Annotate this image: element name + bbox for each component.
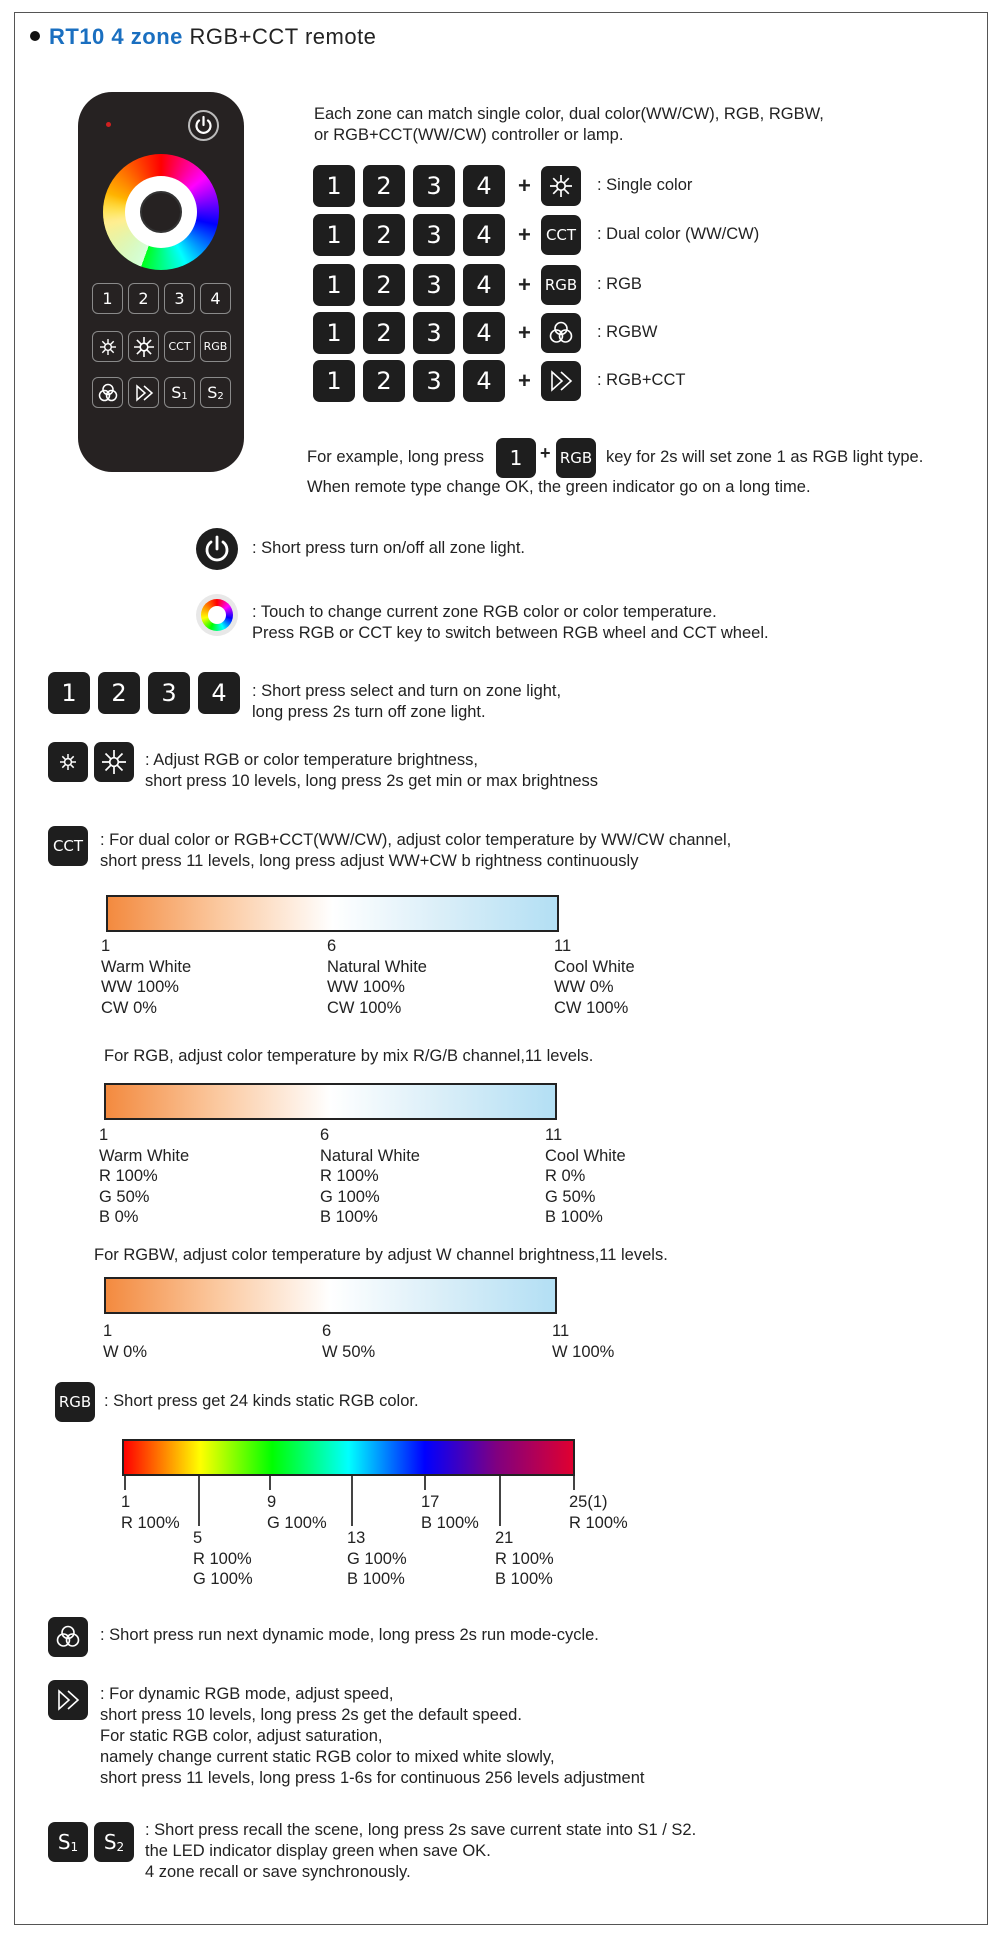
type-row-5-type-key [541, 361, 581, 401]
type-row-4-type-key [541, 313, 581, 353]
rgbw-circles-icon [97, 382, 119, 404]
cct-desc-2: short press 11 levels, long press adjust WW+CW b rightness continuously [100, 852, 639, 870]
cct1-label-2-line-3: WW 100% [327, 978, 405, 996]
wheel-desc-2: Press RGB or CCT key to switch between RGB wheel and CCT wheel. [252, 624, 769, 642]
type-row-4-zone-key-3: 3 [413, 312, 455, 354]
s2-key: S 2 [94, 1822, 134, 1862]
speed-key [48, 1680, 88, 1720]
sun-icon [548, 173, 574, 199]
remote-s1-key[interactable]: S 1 [164, 377, 195, 408]
rgb-top-label-3-line-1: 17 [421, 1493, 440, 1511]
cct3-label-3-line-2: W 100% [552, 1342, 615, 1361]
cct1-label-3-line-2: Cool White [554, 957, 635, 976]
cct2-label-1-line-5: B 0% [99, 1208, 139, 1226]
type-row-2-type-key: CCT [541, 215, 581, 255]
rgb-tick-top-2 [269, 1476, 271, 1490]
cct1-label-2-line-4: CW 100% [327, 998, 402, 1017]
model-name: RT10 4 zone [49, 24, 183, 49]
type-row-4-label: : RGBW [597, 323, 658, 341]
type-row-3-type-key: RGB [541, 265, 581, 305]
type-row-1-zone-key-3: 3 [413, 165, 455, 207]
speed-desc-4: namely change current static RGB color to mixed white slowly, [100, 1748, 555, 1766]
cct2-label-2-line-4: G 100% [320, 1187, 380, 1206]
rgb-bottom-label-3-line-3: B 100% [495, 1570, 553, 1588]
cct3-label-3-line-1: 11 [552, 1322, 570, 1340]
cct1-label-2-line-2: Natural White [327, 957, 427, 976]
cct2-label-2-line-5: B 100% [320, 1208, 378, 1226]
power-desc: : Short press turn on/off all zone light. [252, 539, 526, 557]
cct2-label-2-line-1: 6 [320, 1126, 330, 1144]
remote-illustration [78, 92, 244, 472]
color-wheel-icon [196, 594, 238, 636]
cct2-label-1-line-2: Warm White [99, 1146, 190, 1165]
cct1-label-1-line-3: WW 100% [101, 978, 179, 996]
brightness-down-key [48, 742, 88, 782]
mode-desc: : Short press run next dynamic mode, long press 2s run mode-cycle. [100, 1626, 599, 1644]
bright-desc-1: : Adjust RGB or color temperature brightness, [145, 751, 478, 769]
zone-desc-1: : Short press select and turn on zone light, [252, 682, 562, 700]
type-row-1-zone-key-2: 2 [363, 165, 405, 207]
rgb-tick-top-3 [424, 1476, 426, 1490]
remote-s2-key[interactable]: S 2 [200, 377, 231, 408]
rgb-tick-bottom-2 [351, 1476, 353, 1526]
rgbw-circles-icon [547, 319, 575, 347]
cct2-label-2-line-3: R 100% [320, 1167, 379, 1185]
rgb-spectrum-bar [122, 1439, 575, 1476]
cct1-label-1-line-2: Warm White [101, 957, 192, 976]
rgb-top-label-4-line-2: R 100% [569, 1513, 628, 1532]
cct-gradient-bar-2 [104, 1083, 557, 1120]
remote-brightness-down-key[interactable] [92, 331, 123, 362]
rgbw-circles-icon [54, 1623, 82, 1651]
cct3-label-1-line-2: W 0% [103, 1342, 148, 1361]
zone-key-3: 3 [148, 672, 190, 714]
example-post: key for 2s will set zone 1 as RGB light type. [606, 448, 924, 466]
zone-key-2: 2 [98, 672, 140, 714]
cct1-label-1-line-1: 1 [101, 937, 111, 955]
example-key-rgb: RGB [556, 438, 596, 478]
cct2-label-3-line-3: R 0% [545, 1167, 586, 1185]
indicator-led [106, 122, 111, 127]
cct2-label-3-line-5: B 100% [545, 1208, 603, 1226]
cct-desc-1: : For dual color or RGB+CCT(WW/CW), adjust color temperature by WW/CW channel, [100, 831, 732, 849]
type-row-3-plus: + [518, 272, 531, 297]
type-row-3-zone-key-3: 3 [413, 264, 455, 306]
cct2-label-3-line-1: 11 [545, 1126, 563, 1144]
example-pre: For example, long press [307, 448, 484, 466]
zone-desc-2: long press 2s turn off zone light. [252, 703, 486, 721]
type-row-5-zone-key-2: 2 [363, 360, 405, 402]
rgb-bottom-label-1-line-3: G 100% [193, 1570, 253, 1588]
remote-key-4[interactable]: 4 [200, 283, 231, 314]
remote-key-2[interactable]: 2 [128, 283, 159, 314]
play-speed-icon [133, 382, 155, 404]
intro-line-1: Each zone can match single color, dual color(WW/CW), RGB, RGBW, [314, 105, 824, 123]
wheel-desc-1: : Touch to change current zone RGB color or color temperature. [252, 603, 717, 621]
cct3-label-2-line-1: 6 [322, 1322, 332, 1340]
cct1-label-2-line-1: 6 [327, 937, 337, 955]
type-row-1-plus: + [518, 173, 531, 198]
cct-gradient-bar-1 [106, 895, 559, 932]
speed-desc-2: short press 10 levels, long press 2s get the default speed. [100, 1706, 522, 1724]
remote-power-button[interactable] [188, 110, 219, 141]
rgb-top-label-2-line-1: 9 [267, 1493, 277, 1511]
type-row-3-zone-key-2: 2 [363, 264, 405, 306]
type-row-4-zone-key-4: 4 [463, 312, 505, 354]
type-row-2-zone-key-4: 4 [463, 214, 505, 256]
brightness-up-key [94, 742, 134, 782]
bullet-icon [30, 31, 40, 41]
sun-small-icon [57, 751, 79, 773]
cct3-label-2-line-2: W 50% [322, 1342, 376, 1361]
rgb-top-label-3-line-2: B 100% [421, 1513, 479, 1532]
type-row-4-zone-key-2: 2 [363, 312, 405, 354]
remote-rgb-key[interactable]: RGB [200, 331, 231, 362]
speed-desc-3: For static RGB color, adjust saturation, [100, 1727, 383, 1745]
type-row-5-zone-key-3: 3 [413, 360, 455, 402]
rgb-bottom-label-1-line-1: 5 [193, 1529, 203, 1547]
type-row-2-label: : Dual color (WW/CW) [597, 225, 760, 243]
page-title [30, 24, 376, 50]
rgb-desc: : Short press get 24 kinds static RGB color. [104, 1392, 419, 1410]
rgb-bottom-label-1-line-2: R 100% [193, 1549, 252, 1568]
cct2-label-3-line-4: G 50% [545, 1187, 596, 1206]
type-row-1-label: : Single color [597, 176, 693, 194]
type-row-5-zone-key-4: 4 [463, 360, 505, 402]
rgb-key: RGB [55, 1382, 95, 1422]
rgb-bottom-label-2-line-1: 13 [347, 1529, 366, 1547]
bright-desc-2: short press 10 levels, long press 2s get min or max brightness [145, 772, 599, 790]
remote-brightness-up-key[interactable] [128, 331, 159, 362]
rgb-tick-top-1 [124, 1476, 126, 1490]
speed-desc-5: short press 11 levels, long press 1-6s for continuous 256 levels adjustment [100, 1769, 645, 1787]
type-row-4-plus: + [518, 320, 531, 345]
cct3-label-1-line-1: 1 [103, 1322, 113, 1340]
rgb-bottom-label-3-line-1: 21 [495, 1529, 514, 1547]
play-speed-icon [54, 1686, 82, 1714]
type-row-2-zone-key-2: 2 [363, 214, 405, 256]
rgb-top-label-1-line-2: R 100% [121, 1513, 180, 1532]
rgb-top-label-2-line-2: G 100% [267, 1513, 327, 1532]
rgb-top-label-1-line-1: 1 [121, 1493, 131, 1511]
cct1-label-3-line-3: WW 0% [554, 978, 614, 996]
zone-key-1: 1 [48, 672, 90, 714]
zone-key-4: 4 [198, 672, 240, 714]
speed-desc-1: : For dynamic RGB mode, adjust speed, [100, 1685, 394, 1703]
remote-cct-key[interactable]: CCT [164, 331, 195, 362]
type-row-2-zone-key-1: 1 [313, 214, 355, 256]
type-row-5-zone-key-1: 1 [313, 360, 355, 402]
cct2-label-1-line-1: 1 [99, 1126, 109, 1144]
type-row-2-plus: + [518, 222, 531, 247]
rgbw-desc: For RGBW, adjust color temperature by adjust W channel brightness,11 levels. [94, 1246, 668, 1264]
type-row-4-zone-key-1: 1 [313, 312, 355, 354]
remote-speed-key[interactable] [128, 377, 159, 408]
rgb-tick-bottom-1 [198, 1476, 200, 1526]
cct-gradient-bar-3 [104, 1277, 557, 1314]
type-row-3-label: : RGB [597, 275, 642, 293]
rgb-tick-top-4 [573, 1476, 575, 1490]
power-key [196, 528, 238, 570]
rgb-top-label-4-line-1: 25(1) [569, 1493, 608, 1511]
sun-large-icon [133, 336, 155, 358]
sun-small-icon [98, 337, 118, 357]
power-icon [190, 112, 217, 139]
type-row-1-zone-key-1: 1 [313, 165, 355, 207]
power-icon [196, 528, 238, 570]
example-line-2: When remote type change OK, the green indicator go on a long time. [307, 478, 811, 496]
remote-key-1[interactable]: 1 [92, 283, 123, 314]
cct2-label-1-line-3: R 100% [99, 1167, 158, 1185]
cct1-label-1-line-4: CW 0% [101, 998, 157, 1017]
scene-desc-1: : Short press recall the scene, long press 2s save current state into S1 / S2. [145, 1821, 697, 1839]
rgb-bottom-label-2-line-3: B 100% [347, 1570, 405, 1588]
cct-key: CCT [48, 826, 88, 866]
example-plus: + [540, 443, 551, 463]
cct2-label-1-line-4: G 50% [99, 1187, 150, 1206]
type-row-2-zone-key-3: 3 [413, 214, 455, 256]
remote-key-3[interactable]: 3 [164, 283, 195, 314]
cct2-label-2-line-2: Natural White [320, 1146, 420, 1165]
cct1-label-3-line-4: CW 100% [554, 998, 629, 1017]
cct2-label-3-line-2: Cool White [545, 1146, 626, 1165]
mode-key [48, 1617, 88, 1657]
play-speed-icon [547, 367, 575, 395]
cct1-label-3-line-1: 11 [554, 937, 572, 955]
rgb-cct-desc: For RGB, adjust color temperature by mix R/G/B channel,11 levels. [104, 1047, 594, 1065]
type-row-1-type-key [541, 166, 581, 206]
rgb-bottom-label-3-line-2: R 100% [495, 1549, 554, 1568]
example-key-1: 1 [496, 438, 536, 478]
type-row-3-zone-key-1: 1 [313, 264, 355, 306]
s1-key: S 1 [48, 1822, 88, 1862]
remote-mode-key[interactable] [92, 377, 123, 408]
type-row-3-zone-key-4: 4 [463, 264, 505, 306]
type-row-5-label: : RGB+CCT [597, 371, 686, 389]
type-row-1-zone-key-4: 4 [463, 165, 505, 207]
rgb-tick-bottom-3 [499, 1476, 501, 1526]
type-row-5-plus: + [518, 368, 531, 393]
sun-large-icon [101, 749, 127, 775]
title-rest: RGB+CCT remote [189, 24, 377, 49]
intro-line-2: or RGB+CCT(WW/CW) controller or lamp. [314, 126, 624, 144]
rgb-bottom-label-2-line-2: G 100% [347, 1549, 407, 1568]
remote-color-wheel[interactable] [103, 154, 219, 270]
scene-desc-3: 4 zone recall or save synchronously. [145, 1863, 411, 1881]
scene-desc-2: the LED indicator display green when save OK. [145, 1842, 491, 1860]
